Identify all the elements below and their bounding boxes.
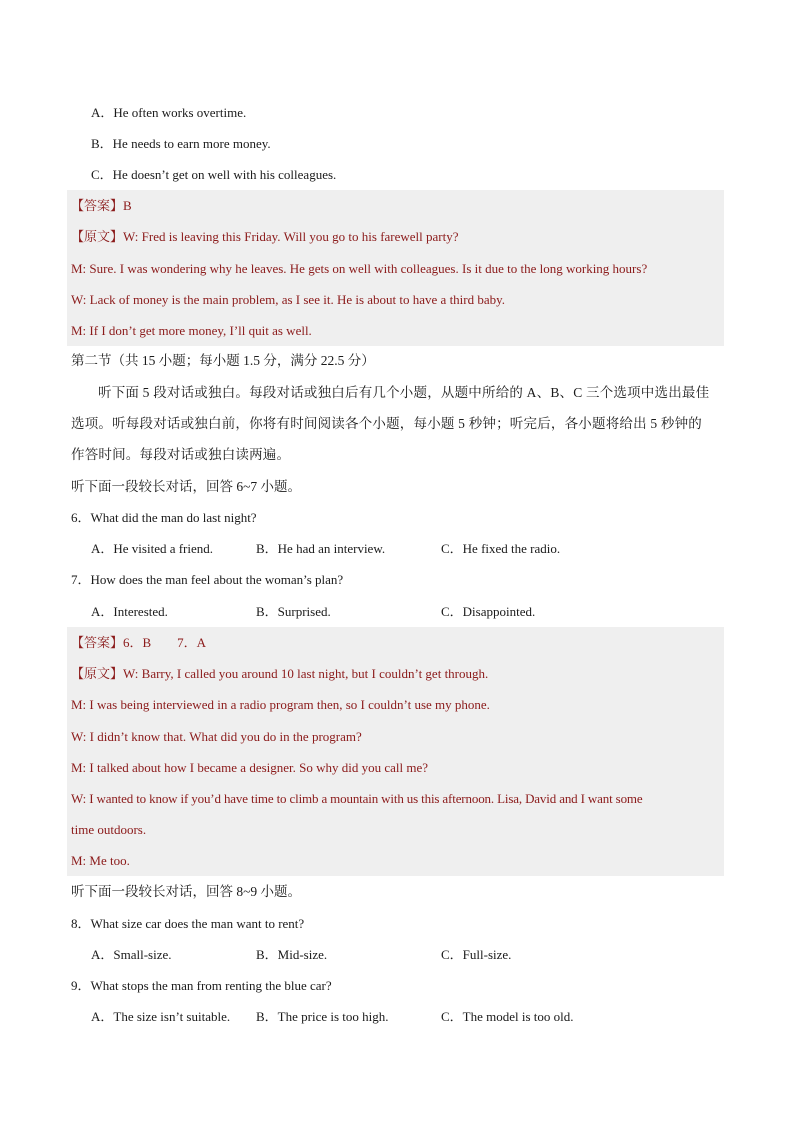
transcript-tag: 【原文】	[71, 666, 124, 681]
q8-option-c: C．Full-size.	[441, 947, 512, 962]
q8-option-b: B．Mid-size.	[256, 947, 328, 962]
transcript-line: M: I talked about how I became a designer. So why did you call me?	[71, 760, 429, 775]
answer-row	[71, 198, 132, 214]
transcript-line: W: Lack of money is the main problem, as I see it. He is about to have a third baby.	[71, 292, 506, 307]
q7-option-b: B．Surprised.	[256, 604, 331, 619]
transcript-line: W: Fred is leaving this Friday. Will you go to his farewell party?	[123, 229, 459, 244]
transcript-line: time outdoors.	[71, 822, 147, 837]
instruction-line: 作答时间。每段对话或独白读两遍。	[71, 447, 291, 462]
q9-option-c: C．The model is too old.	[441, 1009, 574, 1024]
option-b: B．He needs to earn more money.	[91, 136, 271, 151]
instruction-line: 选项。听每段对话或独白前，你将有时间阅读各个小题，每小题 5 秒钟；听完后，各小题将给出 5 秒钟的	[71, 416, 702, 431]
question-6: 6．What did the man do last night?	[71, 510, 257, 525]
q7-option-a: A．Interested.	[91, 604, 168, 619]
question-9: 9．What stops the man from renting the blue car?	[71, 978, 332, 993]
q6-option-c: C．He fixed the radio.	[441, 541, 561, 556]
transcript-line: W: I didn’t know that. What did you do in the program?	[71, 729, 362, 744]
group-lead: 听下面一段较长对话，回答 6~7 小题。	[71, 479, 302, 494]
answer-tag: 【答案】	[71, 198, 124, 213]
answer-row	[71, 635, 206, 651]
transcript-line: M: Sure. I was wondering why he leaves. He gets on well with colleagues. Is it due to the long working hours?	[71, 261, 648, 276]
transcript-tag: 【原文】	[71, 229, 124, 244]
q9-option-b: B．The price is too high.	[256, 1009, 389, 1024]
transcript-line: M: If I don’t get more money, I’ll quit as well.	[71, 323, 312, 338]
section-instructions	[71, 377, 723, 470]
q7-option-c: C．Disappointed.	[441, 604, 536, 619]
answer-block-background	[67, 627, 724, 876]
question-8: 8．What size car does the man want to rent?	[71, 916, 305, 931]
transcript-row	[71, 229, 459, 245]
transcript-line: W: Barry, I called you around 10 last night, but I couldn’t get through.	[123, 666, 489, 681]
transcript-line: M: Me too.	[71, 853, 130, 868]
q9-option-a: A．The size isn’t suitable.	[91, 1009, 231, 1024]
group-lead: 听下面一段较长对话，回答 8~9 小题。	[71, 884, 302, 899]
q8-option-a: A．Small-size.	[91, 947, 172, 962]
transcript-row	[71, 666, 488, 682]
q6-option-b: B．He had an interview.	[256, 541, 386, 556]
q6-option-a: A．He visited a friend.	[91, 541, 214, 556]
answer-tag: 【答案】	[71, 635, 124, 650]
question-7: 7．How does the man feel about the woman’s plan?	[71, 572, 344, 587]
instruction-line: 听下面 5 段对话或独白。每段对话或独白后有几个小题，从题中所给的 A、B、C 三个选项中选出最佳	[98, 385, 710, 400]
option-c: C．He doesn’t get on well with his colleagues.	[91, 167, 337, 182]
transcript-line: M: I was being interviewed in a radio program then, so I couldn’t use my phone.	[71, 697, 490, 712]
transcript-line: W: I wanted to know if you’d have time to climb a mountain with us this afternoon. Lisa, David and I want some	[71, 791, 643, 806]
section-title: 第二节（共 15 小题；每小题 1.5 分，满分 22.5 分）	[71, 353, 375, 368]
answer-value: 6．B 7．A	[123, 635, 207, 650]
answer-value: B	[123, 198, 132, 213]
option-a: A．He often works overtime.	[91, 105, 247, 120]
